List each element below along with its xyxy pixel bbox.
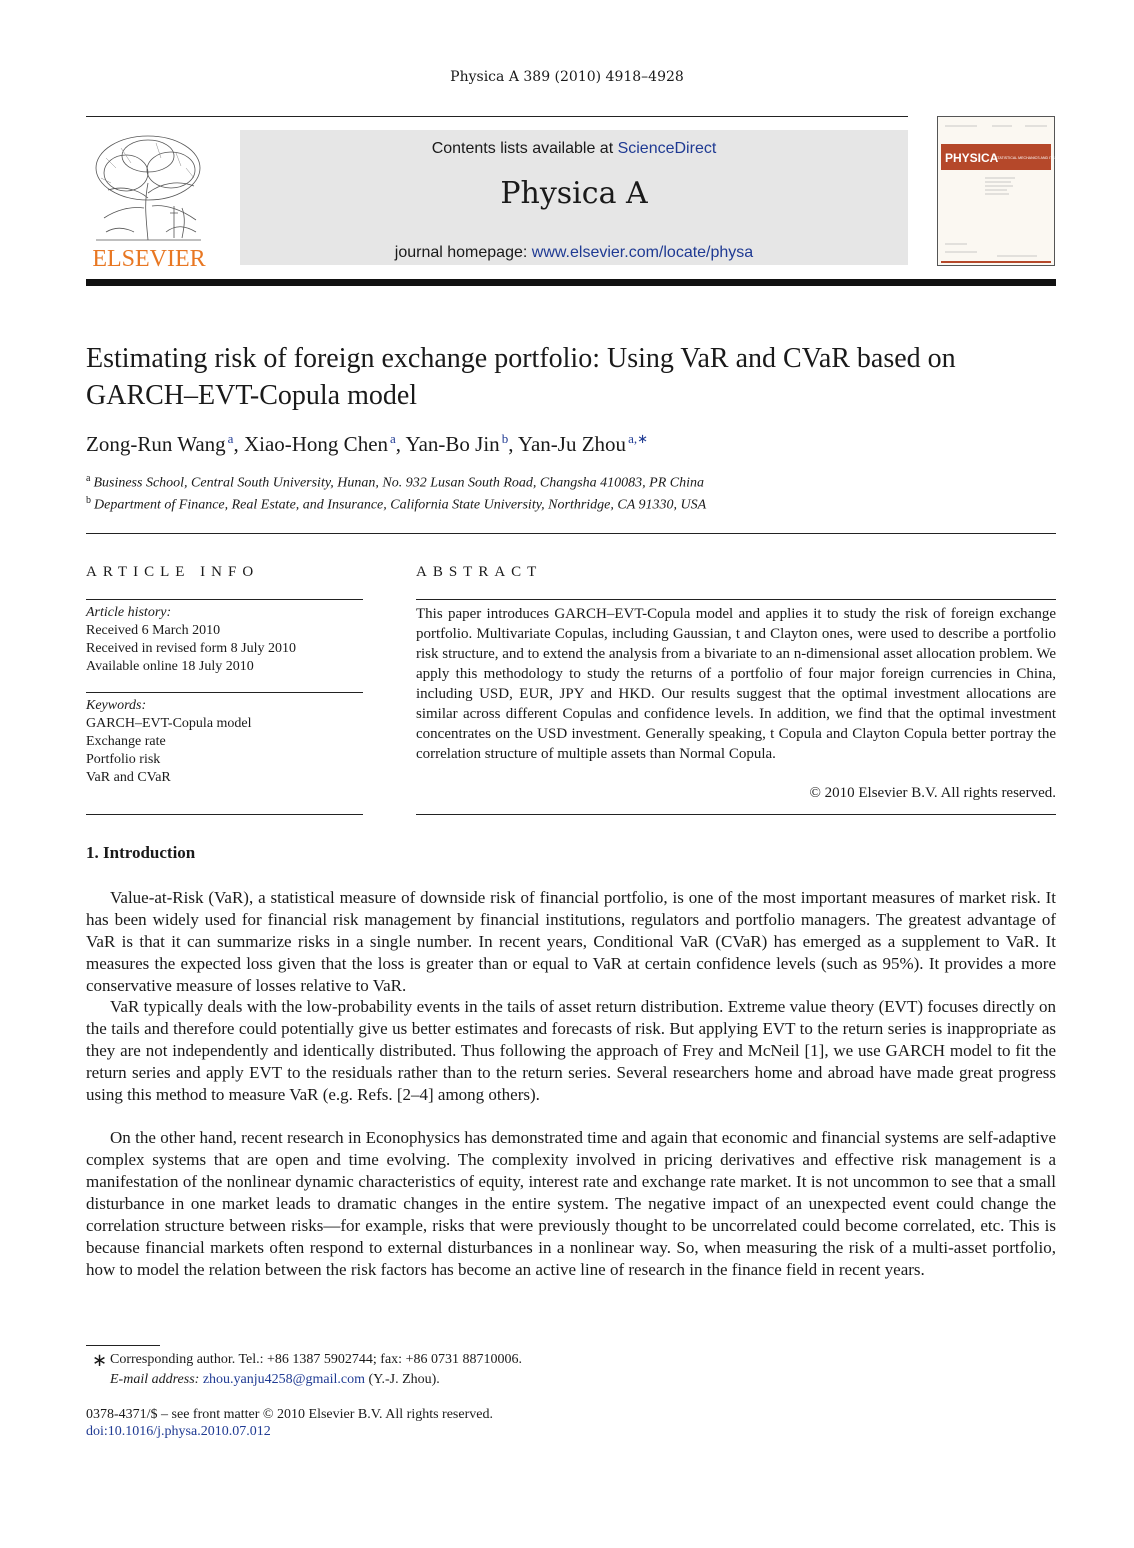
- elsevier-tree-icon: [86, 128, 212, 270]
- body-paragraph: VaR typically deals with the low-probability events in the tails of asset return distribution. Extreme value theory (EVT) focuses directly on the tails and therefore could potentially give us better estimates and forecasts of risk. But applying EVT to the return series is inappropriate as they are not independently and identically distributed. Thus following the approach of Frey and McNeil [1], we use GARCH model to fit the return series and apply EVT to the residuals rather than to the return series. Several researchers home and abroad have made great progress using this method to measure VaR (e.g. Refs. [2–4] among others).: [86, 997, 1056, 1104]
- journal-homepage-link[interactable]: www.elsevier.com/locate/physa: [531, 244, 754, 261]
- affiliation-a: [86, 473, 704, 492]
- abstract-text: This paper introduces GARCH–EVT-Copula model and applies it to study the risk of foreign exchange portfolio. Multivariate Copulas, including Gaussian, t and Clayton ones, were used to describe a portfolio risk structure, and to extend the analysis from a bivariate to an n-dimensional asset allocation problem. We apply this methodology to study the returns of a portfolio of four major foreign currencies in China, including USD, EUR, JPY and HKD. Our results suggest that the optimal investment allocations are similar across different Copulas and confidence levels. In addition, we find that the optimal investment concentrates on the USD investment. Generally speaking, t Copula and Clayton Copula better portray the correlation structure of multiple assets than Normal Copula.: [416, 606, 1056, 762]
- journal-banner: [240, 130, 908, 265]
- affiliation-b: [86, 495, 706, 514]
- keyword: Exchange rate: [86, 734, 166, 749]
- affiliation-mark: a: [86, 473, 91, 484]
- issn-line: 0378-4371/$ – see front matter © 2010 Elsevier B.V. All rights reserved.: [86, 1407, 493, 1422]
- elsevier-logo[interactable]: [86, 128, 212, 270]
- journal-name: Physica A: [500, 176, 648, 211]
- section-heading: 1. Introduction: [86, 843, 196, 862]
- author-name: Xiao-Hong Chen: [243, 432, 389, 456]
- doi-link[interactable]: doi:10.1016/j.physa.2010.07.012: [86, 1424, 271, 1439]
- history-entry: Received in revised form 8 July 2010: [86, 641, 296, 656]
- homepage-line: [240, 244, 908, 262]
- abstract-heading: ABSTRACT: [416, 564, 543, 580]
- homepage-prefix: journal homepage:: [394, 244, 532, 261]
- email-label: E-mail address:: [110, 1372, 203, 1387]
- info-rule: [86, 692, 363, 693]
- header-rule: [86, 116, 908, 117]
- author-name: Yan-Ju Zhou: [517, 432, 627, 456]
- journal-cover[interactable]: [937, 116, 1082, 266]
- author-affiliation-mark[interactable]: a: [227, 431, 234, 446]
- footnote-corresponding: Corresponding author. Tel.: +86 1387 5902744; fax: +86 0731 88710006.: [110, 1352, 522, 1367]
- sciencedirect-link[interactable]: ScienceDirect: [617, 140, 717, 157]
- history-label: Article history:: [86, 605, 172, 620]
- running-head: Physica A 389 (2010) 4918–4928: [450, 69, 684, 85]
- footnote-rule: [86, 1345, 160, 1346]
- contents-line: [240, 140, 908, 158]
- author-affiliation-mark[interactable]: a: [390, 431, 396, 446]
- section-rule: [86, 533, 1056, 534]
- contents-prefix: Contents lists available at: [431, 140, 618, 157]
- affiliation-text: Business School, Central South University, Hunan, No. 932 Lusan South Road, Changsha 410083, PR China: [93, 475, 705, 491]
- article-info-heading: ARTICLE INFO: [86, 564, 260, 580]
- email-suffix: (Y.-J. Zhou).: [365, 1372, 440, 1387]
- keywords: [86, 697, 252, 787]
- article-history: [86, 604, 296, 676]
- journal-cover-image: [937, 116, 1082, 266]
- abstract-rule: [416, 814, 1056, 815]
- author-list: Zong-Run Wang $^a$, Xiao-Hong Chen $^a$, Yan-Bo Jin $^b$, Yan-Ju Zhou $^{a,∗}$: [86, 431, 648, 456]
- footnote-email: [110, 1372, 440, 1388]
- header-thick-rule: [86, 279, 1056, 286]
- history-entry: Received 6 March 2010: [86, 623, 221, 638]
- history-entry: Available online 18 July 2010: [86, 659, 254, 674]
- body-paragraph: On the other hand, recent research in Econophysics has demonstrated time and again that economic and financial systems are self-adaptive complex systems that are open and time evolving. The complexity involved in pricing derivatives and effective risk management is a manifestation of the nonlinear dynamic characteristics of equity, interest rate and exchange rate market. It is not uncommon to see that a small disturbance in one market leads to dramatic changes in the entire system. The negative impact of an unexpected event could change the correlation structure between risks—for example, risks that were previously thought to be uncorrelated could become correlated, etc. This is because financial markets often respond to external disturbances in a nonlinear way. So, when measuring the risk of a multi-asset portfolio, how to model the relation between the risk factors has become an active line of research in the finance field in recent years.: [86, 1128, 1056, 1279]
- author-affiliation-mark[interactable]: a,∗: [628, 431, 648, 446]
- keyword: Portfolio risk: [86, 752, 161, 767]
- body-paragraph: Value-at-Risk (VaR), a statistical measure of downside risk of financial portfolio, is one of the most important measures of market risk. It has been widely used for financial risk management by financial institutions, regulators and portfolio managers. The greatest advantage of VaR is that it can summarize risks in a single number. In recent years, Conditional VaR (CVaR) has emerged as a supplement to VaR. It measures the expected loss given that the loss is greater than or equal to VaR at certain confidence levels (such as 95%). It provides a more conservative measure of losses relative to VaR.: [86, 888, 1056, 995]
- author-name: Zong-Run Wang: [86, 432, 226, 456]
- abstract-rule: [416, 599, 1056, 600]
- cover-subtitle: STATISTICAL MECHANICS AND ITS APPLICATIONS: [995, 156, 1082, 160]
- article-title: Estimating risk of foreign exchange portfolio: Using VaR and CVaR based on GARCH–EVT-Copula model: [86, 343, 956, 411]
- info-rule: [86, 814, 363, 815]
- affiliation-mark: b: [86, 495, 91, 506]
- abstract-copyright: © 2010 Elsevier B.V. All rights reserved.: [809, 785, 1056, 801]
- keyword: VaR and CVaR: [86, 770, 171, 785]
- keywords-label: Keywords:: [86, 698, 147, 713]
- affiliation-text: Department of Finance, Real Estate, and Insurance, California State University, Northridge, CA 91330, USA: [94, 497, 707, 513]
- footnote-star-icon: ∗: [92, 1350, 108, 1370]
- info-rule: [86, 599, 363, 600]
- keyword: GARCH–EVT-Copula model: [86, 716, 252, 731]
- email-link[interactable]: zhou.yanju4258@gmail.com: [202, 1372, 366, 1387]
- elsevier-wordmark: ELSEVIER: [92, 246, 206, 272]
- cover-title: PHYSICA: [945, 151, 999, 165]
- author-name: Yan-Bo Jin: [405, 432, 500, 456]
- author-affiliation-mark[interactable]: b: [501, 431, 509, 446]
